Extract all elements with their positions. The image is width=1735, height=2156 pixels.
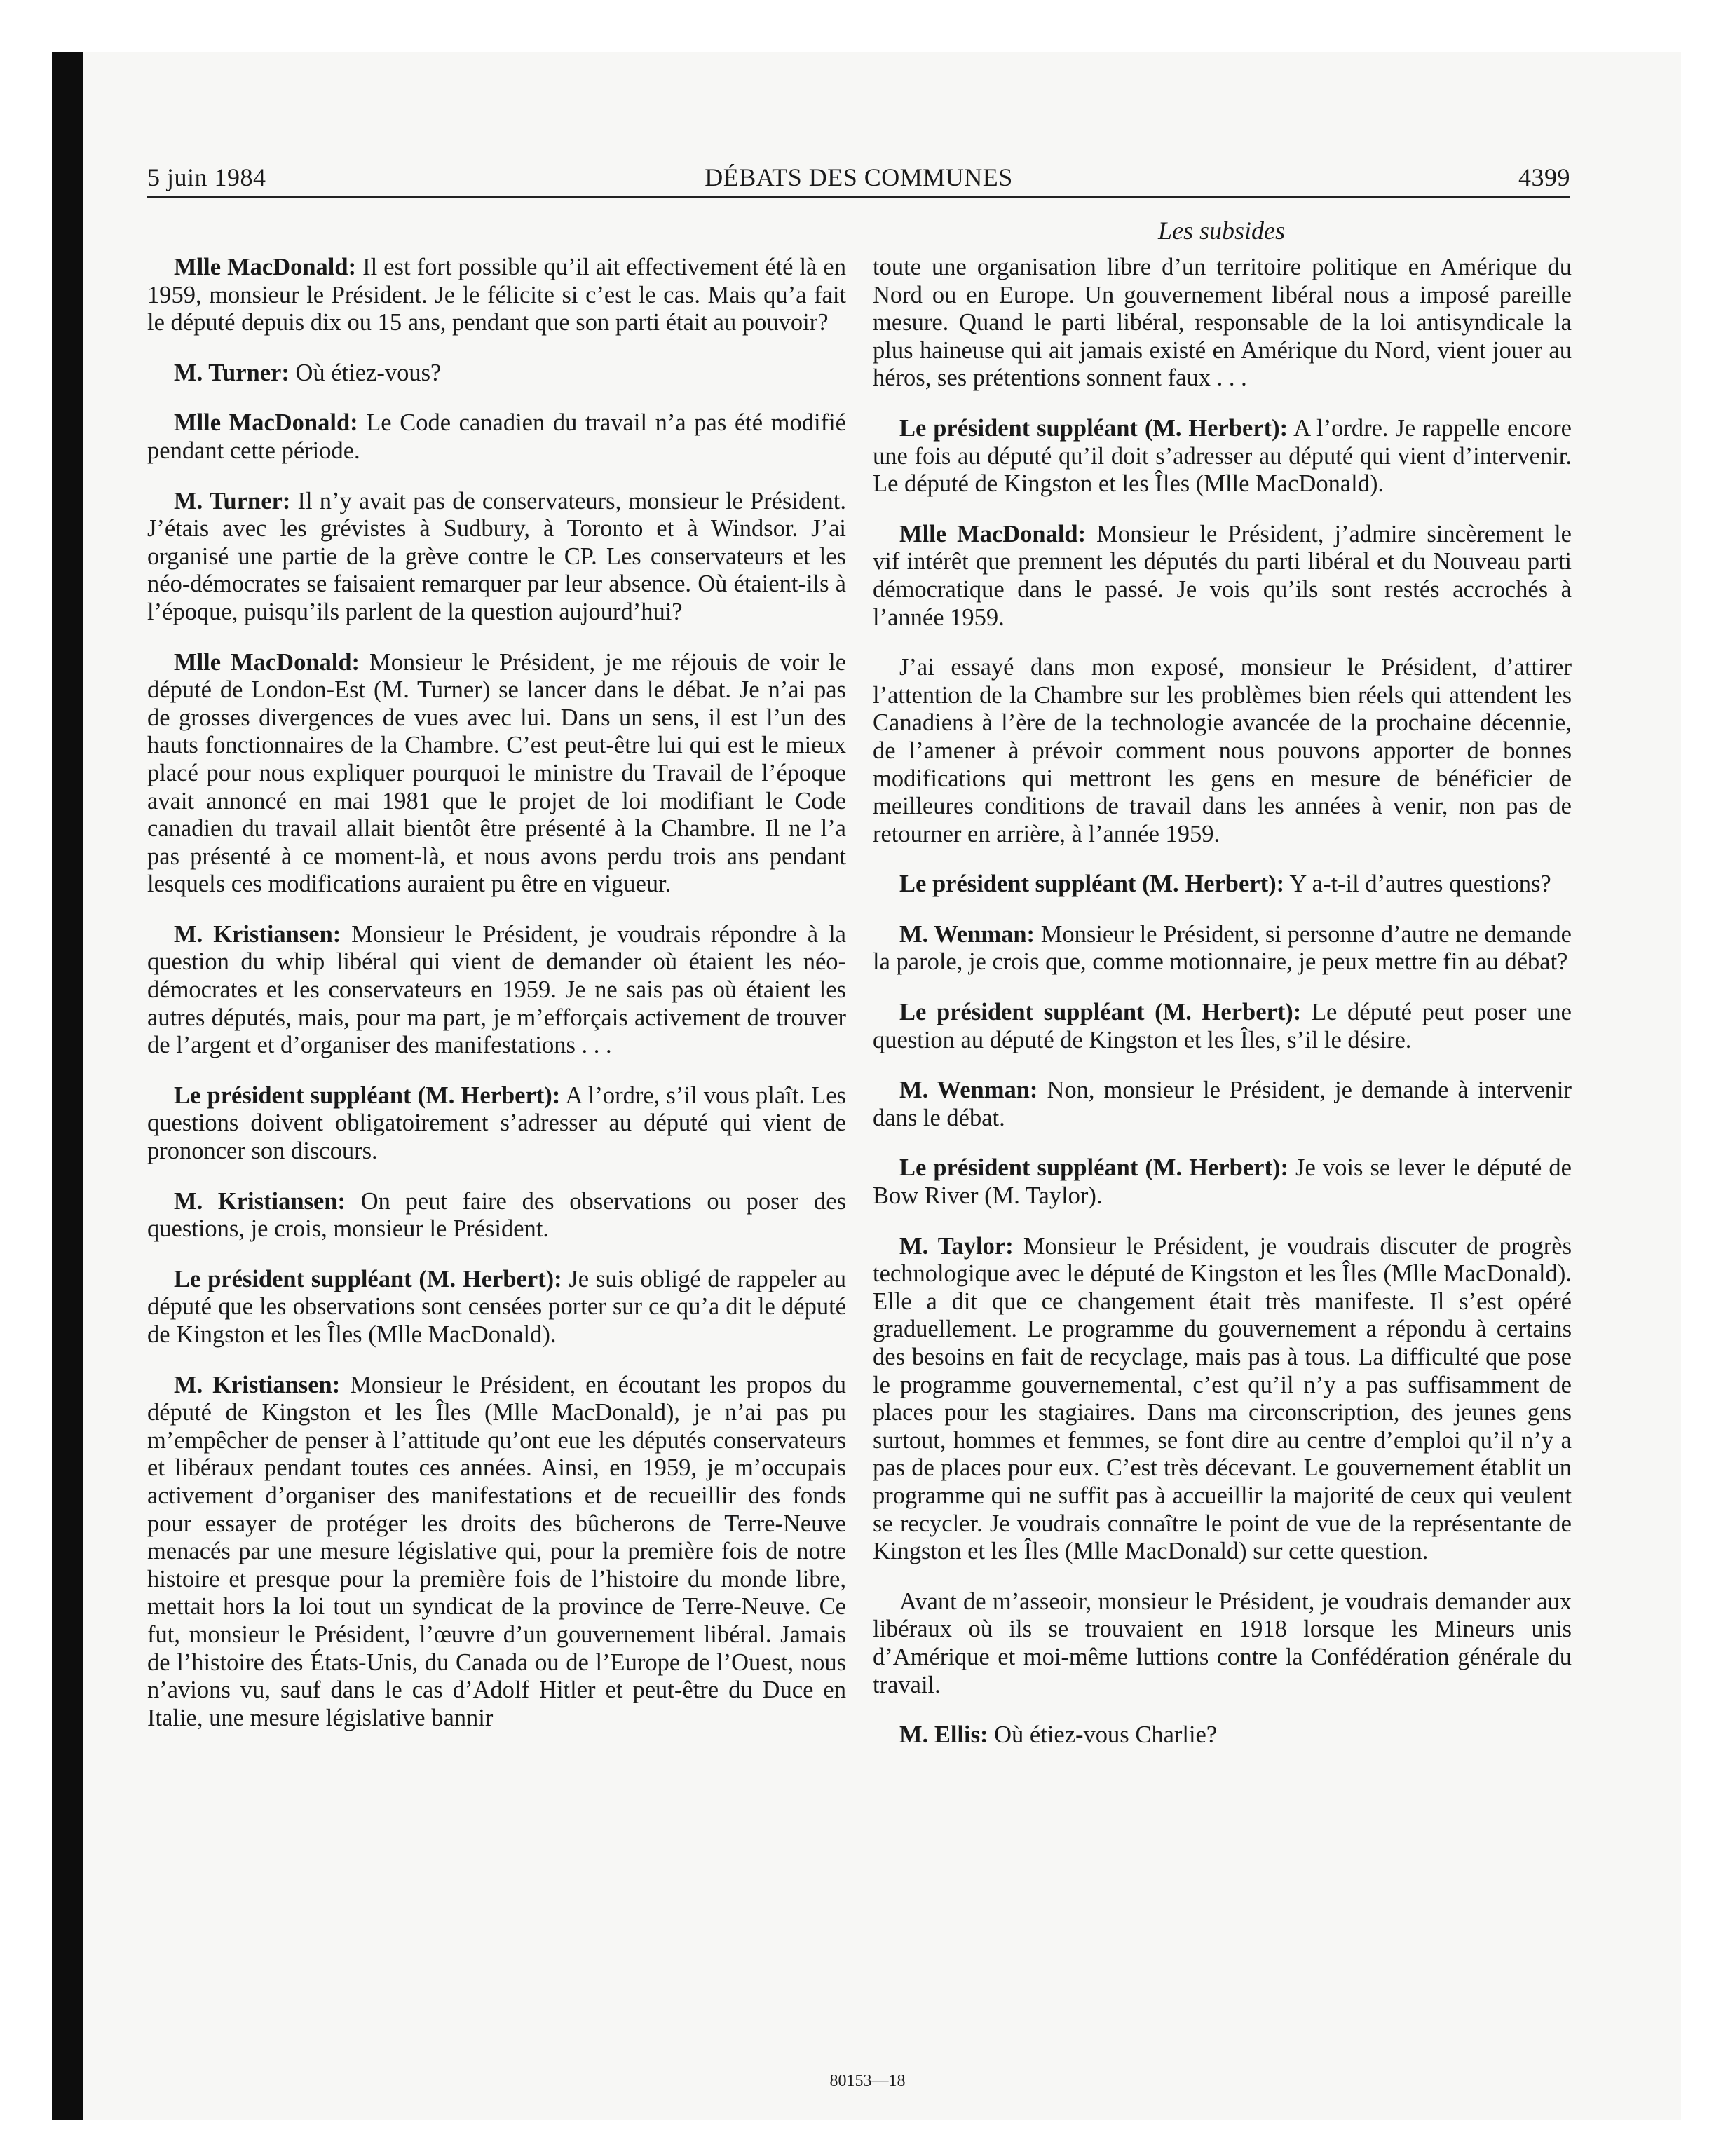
speaker-name: Mlle MacDonald: bbox=[899, 520, 1087, 547]
speaker-name: Le président suppléant (M. Herbert): bbox=[899, 871, 1285, 898]
paragraph bbox=[873, 1154, 1572, 1210]
paragraph-text: Monsieur le Président, j’admire sincèrement le vif intérêt que prennent les députés du parti libéral et du Nouveau parti démocratique dans le passé. Je vois qu’ils sont restés accrochés à l’année 1959. bbox=[873, 520, 1572, 631]
speaker-name: M. Taylor: bbox=[899, 1232, 1014, 1260]
speaker-name: M. Turner: bbox=[174, 487, 291, 514]
paragraph bbox=[873, 254, 1572, 393]
paragraph bbox=[873, 921, 1572, 976]
paragraph-text: J’ai essayé dans mon exposé, monsieur le Président, d’attirer l’attention de la Chambre sur les problèmes bien réels qui attendent les Canadiens à l’ère de la technologie avancée de la prochaine décennie, de l’amener à prévoir comment nous pouvons apporter de bonnes modifications qui mettront les gens en mesure de bénéficier de meilleures conditions de travail dans les années à venir, non pas de retourner en arrière, à l’année 1959. bbox=[873, 654, 1572, 847]
paragraph-text: Le député peut poser une question au député de Kingston et les Îles, s’il le désire. bbox=[873, 999, 1572, 1053]
paragraph bbox=[873, 999, 1572, 1054]
paragraph-text: A l’ordre, s’il vous plaît. Les questions doivent obligatoirement s’adresser au député qui vient de prononcer son discours. bbox=[147, 1082, 846, 1165]
paragraph bbox=[873, 1721, 1572, 1749]
paragraph-text: Monsieur le Président, en écoutant les propos du député de Kingston et les Îles (Mlle MacDonald), je n’ai pas pu m’empêcher de penser à l’attitude qu’ont eue les députés conservateurs et libéraux pendant toutes ces années. Ainsi, en 1959, je m’occupais activement d’organiser des manifestations et de recueillir des fonds pour essayer de protéger les droits des bûcherons de Terre-Neuve menacés par une mesure législative qui, pour la première fois de notre histoire et presque pour la première fois de l’histoire du monde libre, mettait hors la loi tout un syndicat de la province de Terre-Neuve. Ce fut, monsieur le Président, l’œuvre d’un gouvernement libéral. Jamais de l’histoire des États-Unis, du Canada ou de l’Europe de l’Ouest, nous n’avions vu, sauf dans le cas d’Adolf Hitler et peut-être du Duce en Italie, une mesure législative bannir bbox=[147, 1371, 846, 1731]
paragraph-text: Où étiez-vous Charlie? bbox=[988, 1721, 1218, 1749]
paragraph-text: Monsieur le Président, je voudrais répondre à la question du whip libéral qui vient de demander où étaient les néo-démocrates et les conservateurs en 1959. Je ne sais pas où étaient les autres députés, mais, pour ma part, je m’efforçais activement de trouver de l’argent et d’organiser des manifestations . . . bbox=[147, 920, 846, 1059]
paragraph bbox=[147, 360, 846, 388]
speaker-name: Mlle MacDonald: bbox=[174, 648, 360, 676]
speaker-name: M. Wenman: bbox=[899, 1077, 1038, 1104]
speaker-name: M. Wenman: bbox=[899, 920, 1035, 948]
speaker-name: M. Kristiansen: bbox=[174, 1187, 346, 1215]
paragraph bbox=[147, 1082, 846, 1166]
paragraph-text: Avant de m’asseoir, monsieur le Président, je voudrais demander aux libéraux où ils se trouvaient en 1918 lorsque les Mineurs unis d’Amérique et moi-même luttions contre la Confédération générale du travail. bbox=[873, 1588, 1572, 1698]
speaker-name: Mlle MacDonald: bbox=[174, 409, 358, 437]
paragraph bbox=[147, 1266, 846, 1349]
footer-code: 80153—18 bbox=[829, 2072, 906, 2090]
paragraph bbox=[147, 488, 846, 627]
speaker-name: Le président suppléant (M. Herbert): bbox=[899, 1154, 1288, 1182]
speaker-name: M. Turner: bbox=[174, 359, 290, 386]
paragraph-text: On peut faire des observations ou poser des questions, je crois, monsieur le Président. bbox=[147, 1187, 846, 1243]
paragraph bbox=[147, 1188, 846, 1243]
speaker-name: Le président suppléant (M. Herbert): bbox=[174, 1265, 562, 1292]
speaker-name: M. Kristiansen: bbox=[174, 920, 341, 948]
paragraph bbox=[873, 521, 1572, 632]
running-head bbox=[147, 163, 1570, 198]
paragraph-text: Il est fort possible qu’il ait effectivement été là en 1959, monsieur le Président. Je le félicite si c’est le cas. Mais qu’a fait le député depuis dix ou 15 ans, pendant que son parti était au pouvoir? bbox=[147, 254, 846, 336]
paragraph-text: Monsieur le Président, je me réjouis de voir le député de London-Est (M. Turner) se lancer dans le débat. Je n’ai pas de grosses divergences de vues avec lui. Dans un sens, il est l’un des hauts fonctionnaires de la Chambre. C’est peut-être lui qui est le mieux placé pour nous expliquer pourquoi le ministre du Travail de l’époque avait annoncé en mai 1981 que le projet de loi modifiant le Code canadien du travail allait bientôt être présenté à la Chambre. Il ne l’a pas présenté à ce moment-là, et nous avons perdu trois ans pendant lesquels ces modifications auraient pu être en vigueur. bbox=[147, 648, 847, 898]
speaker-name: Le président suppléant (M. Herbert): bbox=[174, 1082, 561, 1109]
paragraph bbox=[147, 409, 846, 465]
paragraph-text: Je suis obligé de rappeler au député que les observations sont censées porter sur ce qu’a dit le député de Kingston et les Îles (Mlle MacDonald). bbox=[147, 1265, 846, 1348]
paragraph-text: Le Code canadien du travail n’a pas été modifié pendant cette période. bbox=[147, 409, 846, 464]
scan-edge bbox=[52, 52, 83, 2120]
paragraph bbox=[147, 649, 846, 899]
paragraph-text: Monsieur le Président, je voudrais discuter de progrès technologique avec le député de Kingston et les Îles (Mlle MacDonald). Elle a dit que ce changement était très manifeste. Il s’est opéré graduellement. Le programme du gouvernement a répondu à certains des besoins en fait de recyclage, mais pas à tous. La difficulté que pose le programme gouvernemental, c’est qu’il n’y a pas suffisamment de places pour les stagiaires. Dans ma circonscription, des jeunes gens surtout, hommes et femmes, se font dire au centre d’emploi qu’il n’y a pas de places pour eux. C’est très décevant. Le gouvernement établit un programme qui ne suffit pas à accueillir la majorité de ceux qui veulent se recycler. Je voudrais connaître le point de vue de la représentante de Kingston et les Îles (Mlle MacDonald) sur cette question. bbox=[873, 1232, 1572, 1565]
paragraph bbox=[873, 654, 1572, 848]
speaker-name: Mlle MacDonald: bbox=[174, 254, 357, 280]
header-title: DÉBATS DES COMMUNES bbox=[705, 163, 1013, 191]
paragraph bbox=[873, 871, 1572, 899]
paragraph-text: Je vois se lever le député de Bow River (M. Taylor). bbox=[873, 1154, 1572, 1210]
paragraph bbox=[147, 921, 846, 1060]
paragraph-text: toute une organisation libre d’un territoire politique en Amérique du Nord ou en Europe. Un gouvernement libéral nous a imposé pareille mesure. Quand le parti libéral, responsable de la loi antisyndicale la plus haineuse qui ait jamais existé en Amérique du Nord, vient jouer au héros, ses prétentions sonnent faux . . . bbox=[873, 254, 1572, 392]
header-page-number: 4399 bbox=[1518, 163, 1570, 191]
paragraph-text: A l’ordre. Je rappelle encore une fois au député qu’il doit s’adresser au député qui vient d’intervenir. Le député de Kingston et les Îles (Mlle MacDonald). bbox=[873, 414, 1572, 498]
speaker-name: M. Ellis: bbox=[899, 1721, 988, 1749]
right-column bbox=[873, 254, 1572, 1772]
paragraph bbox=[873, 1233, 1572, 1566]
header-date: 5 juin 1984 bbox=[147, 163, 266, 191]
paragraph-text: Y a-t-il d’autres questions? bbox=[1284, 871, 1551, 898]
paragraph-text: Monsieur le Président, si personne d’autre ne demande la parole, je crois que, comme motionnaire, je peux mettre fin au débat? bbox=[873, 920, 1572, 976]
paragraph bbox=[147, 254, 846, 337]
section-title: Les subsides bbox=[1157, 217, 1286, 245]
paragraph bbox=[873, 415, 1572, 498]
paragraph-text: Non, monsieur le Président, je demande à intervenir dans le débat. bbox=[873, 1077, 1572, 1131]
paragraph-text: Où étiez-vous? bbox=[289, 359, 442, 386]
speaker-name: Le président suppléant (M. Herbert): bbox=[899, 999, 1302, 1026]
speaker-name: Le président suppléant (M. Herbert): bbox=[899, 414, 1288, 442]
speaker-name: M. Kristiansen: bbox=[174, 1371, 341, 1398]
paragraph bbox=[873, 1077, 1572, 1132]
left-column bbox=[147, 254, 846, 1754]
paragraph-text: Il n’y avait pas de conservateurs, monsieur le Président. J’étais avec les grévistes à Sudbury, à Toronto et à Windsor. J’ai organisé une partie de la grève contre le CP. Les conservateurs et les néo-démocrates se faisaient remarquer par leur absence. Où étaient-ils à l’époque, puisqu’ils parlent de la question aujourd’hui? bbox=[147, 487, 846, 625]
paragraph bbox=[873, 1588, 1572, 1699]
paragraph bbox=[147, 1372, 846, 1733]
